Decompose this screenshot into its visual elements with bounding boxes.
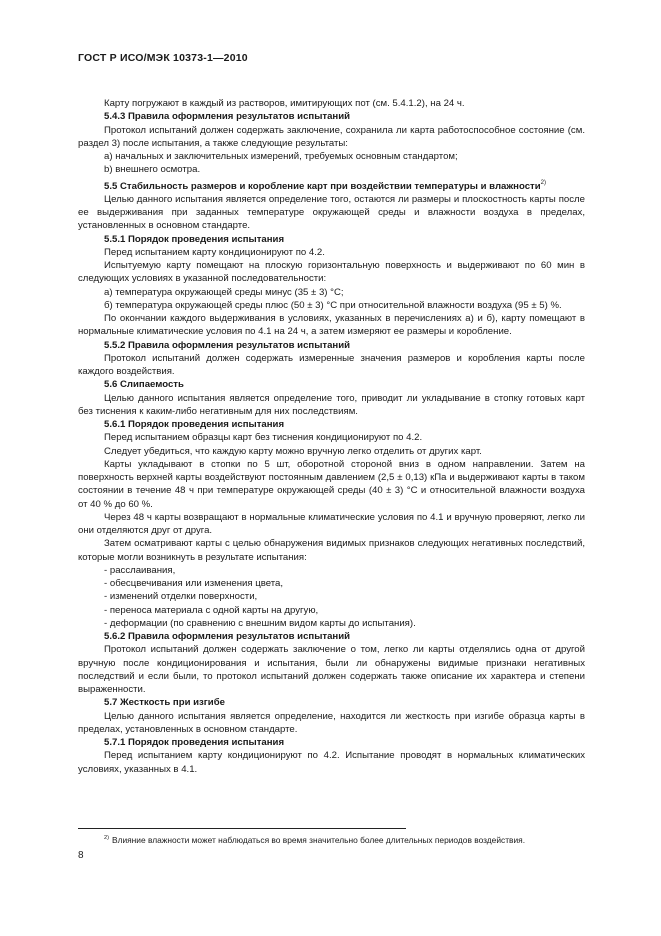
block-text: b) внешнего осмотра. [104,164,201,176]
block-text: 5.7.1 Порядок проведения испытания [104,737,285,748]
block-text: - изменений отделки поверхности, [104,591,258,603]
footnote-text: Влияние влажности может наблюдаться во время значительно более длительных периодов воздействия. [111,835,526,845]
block-text: Целью данного испытания является определение того, остаются ли размеры и плоскостность карты после ее выдерживания при заданных температуре окружающей среды и влажности воздуха в пределах, установленных в основном стандарте. [78,193,585,232]
block-text: Протокол испытаний должен содержать измеренные значения размеров и коробления карты после каждого воздействия. [78,352,585,377]
paragraph [78,643,585,696]
section-heading [78,696,585,709]
block-text: a) начальных и заключительных измерений, требуемых основным стандартом; [104,151,458,162]
section-heading [78,736,585,749]
block-text: - обесцвечивания или изменения цвета, [104,578,284,589]
section-heading [78,378,585,391]
block-text: Перед испытанием образцы карт без тиснения кондиционируют по 4.2. [104,432,423,444]
paragraph [78,286,585,299]
footnote-mark: 2) [104,835,109,841]
block-text: б) температура окружающей среды плюс (50 ± 3) °С при относительной влажности воздуха (95 ± 5) %. [104,299,562,311]
list-item [78,590,585,603]
block-text: 5.5.1 Порядок проведения испытания [104,233,285,245]
paragraph [78,352,585,379]
document-header: ГОСТ Р ИСО/МЭК 10373-1—2010 [78,52,248,64]
block-text: 5.5.2 Правила оформления результатов испытаний [104,339,351,351]
block-text: - расслаивания, [104,564,176,576]
document-body [78,97,585,776]
section-heading [78,630,585,643]
list-item [78,617,585,630]
block-text: Целью данного испытания является определение того, приводит ли укладывание в стопку готовых карт без тиснения к каким-либо негативным для них последствиям. [78,392,585,417]
paragraph [78,299,585,312]
block-text: 5.4.3 Правила оформления результатов испытаний [104,111,351,123]
paragraph [78,537,585,564]
block-text: Целью данного испытания является определение, находится ли жесткость при изгибе образца карты в пределах, установленных в основном стандарте. [78,710,585,735]
list-item [78,564,585,577]
paragraph [78,445,585,458]
block-text: Карту погружают в каждый из растворов, имитирующих пот (см. 5.4.1.2), на 24 ч. [104,98,465,109]
block-text: 5.6.1 Порядок проведения испытания [104,419,285,430]
list-item [78,577,585,590]
paragraph [78,312,585,339]
paragraph [78,259,585,286]
block-text: Протокол испытаний должен содержать заключение о том, легко ли карты отделялись одна от другой вручную после кондиционирования и испытания, были ли обнаружены видимые признаки негативных последствий и если были, то протокол испытаний должен содержать также описание их характера и степени выраженности. [78,644,585,695]
block-text: 5.6.2 Правила оформления результатов испытаний [104,631,351,642]
paragraph [78,246,585,259]
section-heading [78,110,585,123]
block-text: - деформации (по сравнению с внешним видом карты до испытания). [104,617,416,629]
paragraph [78,458,585,511]
block-text: Через 48 ч карты возвращают в нормальные климатические условия по 4.1 и вручную проверяют, легко ли они отделяются друг от друга. [78,511,585,536]
footnote [104,833,525,846]
block-text: Протокол испытаний должен содержать заключение, сохранила ли карта работоспособное состояние (см. раздел 3) после испытания, а также следующие результаты: [78,124,585,149]
section-heading [78,233,585,246]
paragraph [78,710,585,737]
block-text: а) температура окружающей среды минус (35 ± 3) °С; [104,286,344,298]
footnote-separator [78,828,406,829]
paragraph [78,193,585,233]
paragraph [78,97,585,110]
page-number: 8 [78,850,84,861]
list-item [78,604,585,617]
block-text: Перед испытанием карту кондиционируют по 4.2. [104,246,325,258]
block-text: Следует убедиться, что каждую карту можно вручную легко отделить от других карт. [104,445,482,457]
section-heading [78,177,585,193]
block-text: По окончании каждого выдерживания в условиях, указанных в перечислениях а) и б), карту помещают в нормальные климатические условия по 4.1 на 24 ч, а затем измеряют ее размеры и коробление. [78,313,585,338]
block-text: Испытуемую карту помещают на плоскую горизонтальную поверхность и выдерживают по 60 мин в следующих условиях в указанной последовательности: [78,260,585,285]
paragraph [78,749,585,776]
footnote-ref: 2) [540,179,546,186]
block-text: 5.6 Слипаемость [104,379,184,391]
paragraph [78,124,585,151]
block-text: Карты укладывают в стопки по 5 шт, оборотной стороной вниз в одном направлении. Затем на поверхность верхней карты воздействуют постоянным давлением (2,5 ± 0,13) кПа и выдерживают карты в таком состоянии в течение 48 ч при температуре окружающей среды (40 ± 3) °С и относительной влажности воздуха от 40 % до 60 %. [78,458,585,510]
block-text: Перед испытанием карту кондиционируют по 4.2. Испытание проводят в нормальных климатических условиях, указанных в 4.1. [78,750,585,775]
block-text: - переноса материала с одной карты на другую, [104,604,319,616]
block-text: 5.7 Жесткость при изгибе [104,697,225,709]
paragraph [78,511,585,538]
block-text: 5.5 Стабильность размеров и коробление карт при воздействии температуры и влажности [104,180,541,192]
paragraph [78,163,585,176]
section-heading [78,418,585,431]
section-heading [78,339,585,352]
paragraph [78,431,585,444]
paragraph [78,150,585,163]
paragraph [78,392,585,419]
block-text: Затем осматривают карты с целью обнаружения видимых признаков следующих негативных последствий, которые могли возникнуть в результате испытания: [78,538,585,563]
